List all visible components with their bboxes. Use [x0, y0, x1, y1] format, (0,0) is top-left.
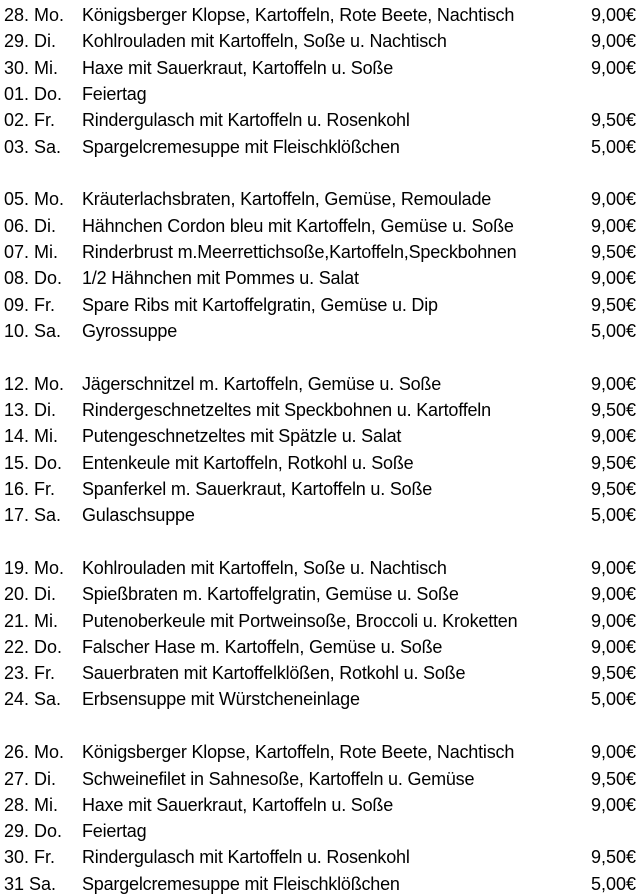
menu-price: 5,00€	[590, 689, 636, 710]
menu-dish: Rinderbrust m.Meerrettichsoße,Kartoffeln,Speckbohnen	[82, 241, 517, 262]
menu-row	[0, 635, 640, 659]
menu-day: 16. Fr.	[4, 478, 56, 499]
menu-price: 9,00€	[590, 610, 636, 631]
menu-price: 9,00€	[590, 426, 636, 447]
menu-day: 15. Do.	[4, 452, 63, 473]
menu-price: 9,50€	[590, 241, 636, 262]
menu-day: 14. Mi.	[4, 426, 59, 447]
menu-row	[0, 661, 640, 685]
menu-dish: Königsberger Klopse, Kartoffeln, Rote Beete, Nachtisch	[82, 5, 515, 25]
menu-day: 31 Sa.	[4, 873, 57, 894]
menu-row	[0, 609, 640, 633]
menu-row	[0, 187, 640, 211]
menu-price: 5,00€	[590, 505, 636, 526]
menu-dish: Entenkeule mit Kartoffeln, Rotkohl u. Soße	[82, 452, 414, 473]
menu-day: 29. Do.	[4, 821, 63, 842]
menu-price: 9,00€	[590, 794, 636, 815]
menu-dish: Hähnchen Cordon bleu mit Kartoffeln, Gemüse u. Soße	[82, 215, 514, 236]
menu-row	[0, 135, 640, 159]
menu-day: 01. Do.	[4, 83, 63, 104]
menu-dish: Gyrossuppe	[82, 320, 178, 341]
menu-row	[0, 503, 640, 527]
menu-row	[0, 398, 640, 422]
menu-row	[0, 556, 640, 580]
menu-price: 9,00€	[590, 189, 636, 210]
menu-dish: Rindergeschnetzeltes mit Speckbohnen u. Kartoffeln	[82, 399, 491, 420]
menu-day: 09. Fr.	[4, 294, 56, 315]
menu-row	[0, 451, 640, 475]
menu-row	[0, 108, 640, 132]
menu-day: 22. Do.	[4, 636, 63, 657]
menu-dish: Spargelcremesuppe mit Fleischklößchen	[82, 873, 400, 894]
menu-dish: Putengeschnetzeltes mit Spätzle u. Salat	[82, 426, 402, 447]
menu-dish: Rindergulasch mit Kartoffeln u. Rosenkohl	[82, 110, 410, 131]
menu-price: 9,00€	[590, 215, 636, 236]
menu-price: 9,50€	[590, 399, 636, 420]
menu-price: 9,00€	[590, 742, 636, 763]
menu-dish: Spare Ribs mit Kartoffelgratin, Gemüse u. Dip	[82, 294, 438, 315]
menu-dish: Feiertag	[82, 83, 147, 104]
menu-dish: Haxe mit Sauerkraut, Kartoffeln u. Soße	[82, 57, 394, 78]
menu-day: 06. Di.	[4, 215, 57, 236]
menu-row	[0, 293, 640, 317]
menu-dish: Gulaschsuppe	[82, 505, 195, 526]
menu-price: 5,00€	[590, 873, 636, 894]
menu-day: 12. Mo.	[4, 373, 65, 394]
menu-row	[0, 477, 640, 501]
menu-day: 26. Mo.	[4, 742, 65, 763]
menu-dish: Erbsensuppe mit Würstcheneinlage	[82, 689, 360, 710]
menu-day: 24. Sa.	[4, 689, 62, 710]
menu-row	[0, 214, 640, 238]
menu-day: 08. Do.	[4, 268, 63, 289]
menu-dish: Putenoberkeule mit Portweinsoße, Broccoli u. Kroketten	[82, 610, 518, 631]
menu-price: 9,50€	[590, 452, 636, 473]
menu-row	[0, 793, 640, 817]
menu-row	[0, 872, 640, 896]
menu-price: 5,00€	[590, 320, 636, 341]
menu-dish: Rindergulasch mit Kartoffeln u. Rosenkohl	[82, 847, 410, 868]
menu-price: 9,50€	[590, 847, 636, 868]
menu-day: 17. Sa.	[4, 505, 62, 526]
menu-day: 27. Di.	[4, 768, 57, 789]
menu-day: 05. Mo.	[4, 189, 65, 210]
menu-day: 28. Mo.	[4, 5, 65, 25]
menu-dish: Kräuterlachsbraten, Kartoffeln, Gemüse, Remoulade	[82, 189, 492, 210]
menu-price: 9,50€	[590, 110, 636, 131]
menu-price: 9,00€	[590, 57, 636, 78]
menu-row	[0, 266, 640, 290]
menu-day: 29. Di.	[4, 31, 57, 52]
menu-dish: 1/2 Hähnchen mit Pommes u. Salat	[82, 268, 359, 289]
menu-dish: Königsberger Klopse, Kartoffeln, Rote Beete, Nachtisch	[82, 742, 515, 763]
menu-day: 28. Mi.	[4, 794, 59, 815]
menu-day: 10. Sa.	[4, 320, 62, 341]
menu-dish: Falscher Hase m. Kartoffeln, Gemüse u. Soße	[82, 636, 443, 657]
menu-row	[0, 319, 640, 343]
menu-day: 21. Mi.	[4, 610, 59, 631]
menu-dish: Kohlrouladen mit Kartoffeln, Soße u. Nachtisch	[82, 557, 447, 578]
menu-price: 9,50€	[590, 768, 636, 789]
menu-row	[0, 240, 640, 264]
menu-row	[0, 740, 640, 764]
menu-row	[0, 687, 640, 711]
menu-day: 30. Mi.	[4, 57, 59, 78]
menu-row	[0, 582, 640, 606]
menu-price: 9,00€	[590, 636, 636, 657]
menu-price: 9,50€	[590, 294, 636, 315]
menu-dish: Kohlrouladen mit Kartoffeln, Soße u. Nachtisch	[82, 31, 447, 52]
menu-day: 30. Fr.	[4, 847, 56, 868]
menu-day: 07. Mi.	[4, 241, 59, 262]
menu-dish: Sauerbraten mit Kartoffelklößen, Rotkohl u. Soße	[82, 663, 466, 684]
menu-dish: Spargelcremesuppe mit Fleischklößchen	[82, 136, 400, 157]
menu-price: 9,00€	[590, 268, 636, 289]
menu-row	[0, 424, 640, 448]
menu-dish: Jägerschnitzel m. Kartoffeln, Gemüse u. Soße	[82, 373, 442, 394]
menu-price: 9,00€	[590, 373, 636, 394]
menu-day: 03. Sa.	[4, 136, 62, 157]
menu-dish: Feiertag	[82, 821, 147, 842]
menu-price: 9,50€	[590, 663, 636, 684]
menu-price: 9,00€	[590, 584, 636, 605]
menu-row	[0, 767, 640, 791]
menu-dish: Spanferkel m. Sauerkraut, Kartoffeln u. Soße	[82, 478, 433, 499]
menu-day: 23. Fr.	[4, 663, 56, 684]
menu-day: 20. Di.	[4, 584, 57, 605]
menu-row	[0, 819, 640, 843]
menu-dish: Haxe mit Sauerkraut, Kartoffeln u. Soße	[82, 794, 394, 815]
menu-row	[0, 82, 640, 106]
menu-price: 9,00€	[590, 557, 636, 578]
menu-row	[0, 3, 640, 27]
menu-price: 9,00€	[590, 31, 636, 52]
menu-dish: Schweinefilet in Sahnesoße, Kartoffeln u. Gemüse	[82, 768, 475, 789]
menu-row	[0, 56, 640, 80]
menu-day: 02. Fr.	[4, 110, 56, 131]
menu-price: 5,00€	[590, 136, 636, 157]
menu-row	[0, 845, 640, 869]
menu-price: 9,50€	[590, 478, 636, 499]
menu-row	[0, 29, 640, 53]
menu-day: 13. Di.	[4, 399, 57, 420]
menu-price: 9,00€	[590, 5, 636, 25]
menu-row	[0, 372, 640, 396]
menu-day: 19. Mo.	[4, 557, 65, 578]
menu-dish: Spießbraten m. Kartoffelgratin, Gemüse u. Soße	[82, 584, 459, 605]
